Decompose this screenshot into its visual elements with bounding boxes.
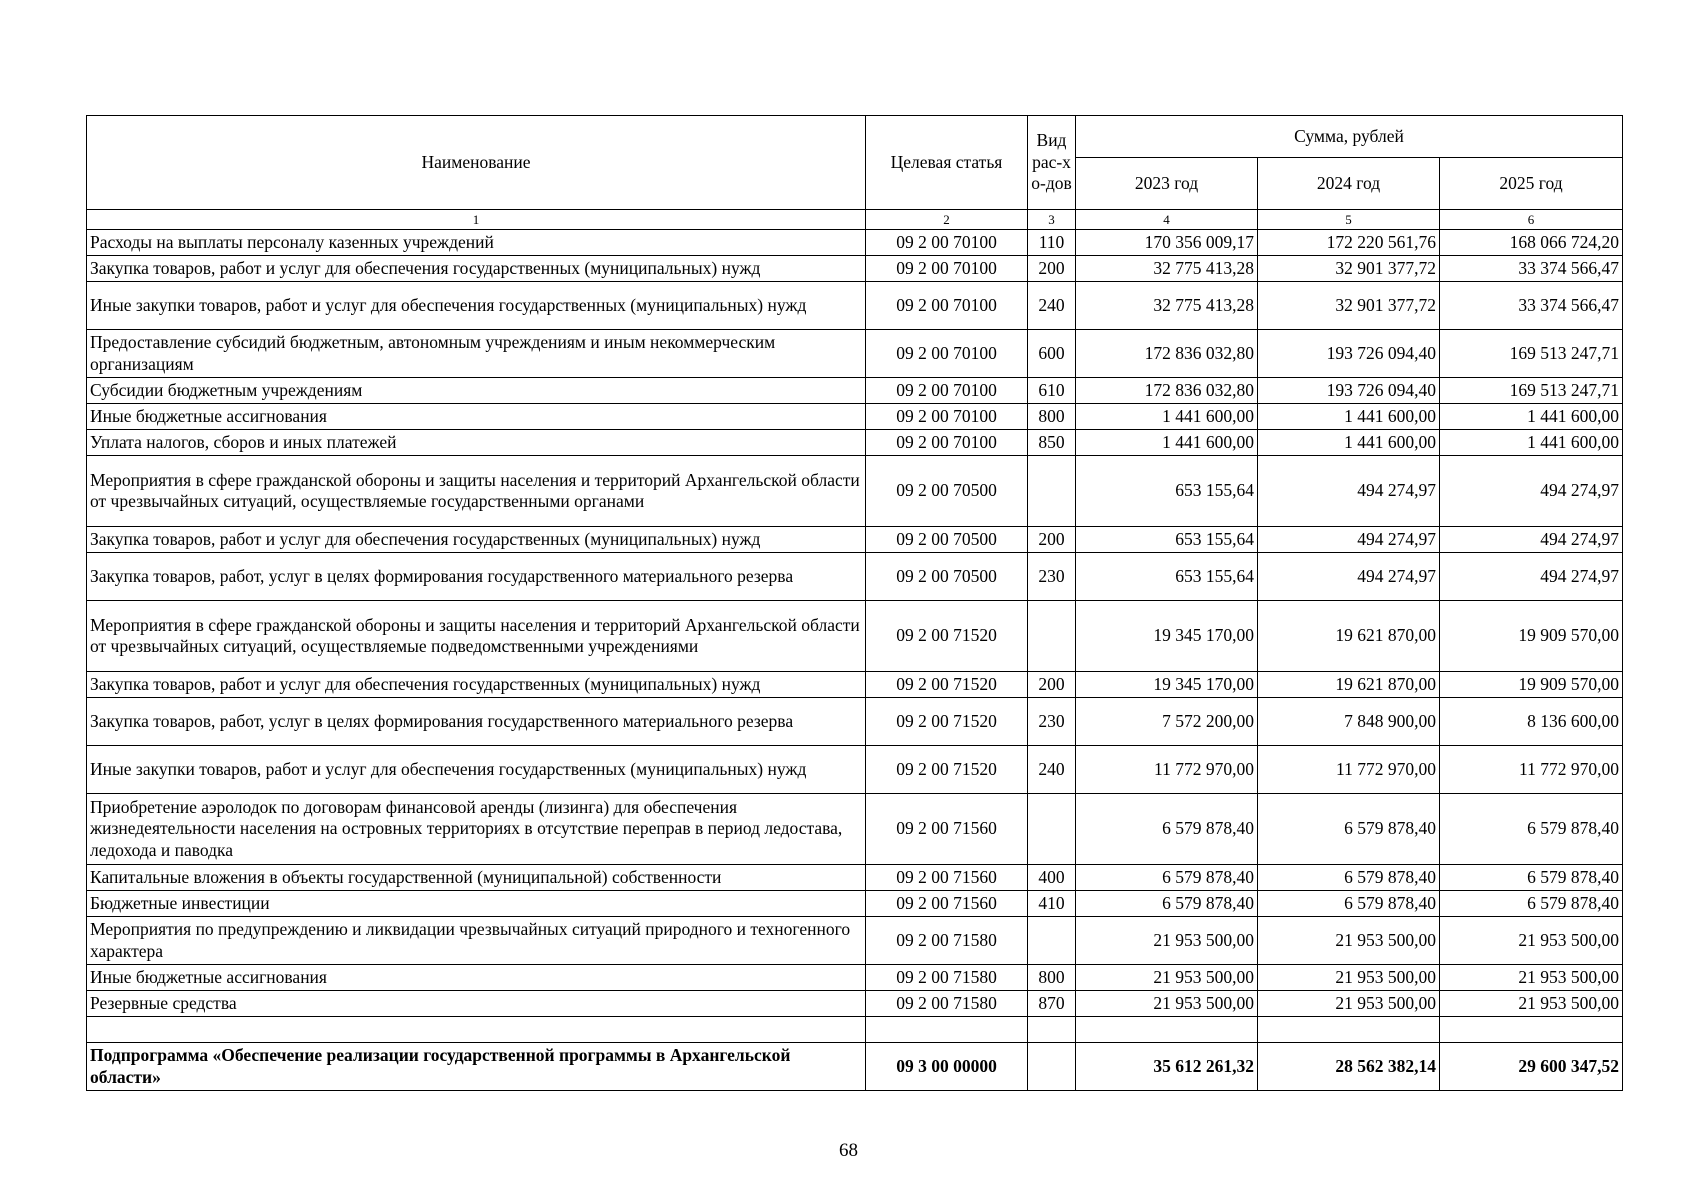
- row-name: Субсидии бюджетным учреждениям: [87, 378, 866, 404]
- row-sum-2024: 1 441 600,00: [1258, 404, 1440, 430]
- row-sum-2024: 21 953 500,00: [1258, 917, 1440, 965]
- row-sum-2025: 494 274,97: [1440, 527, 1623, 553]
- row-sum-2023: 6 579 878,40: [1076, 865, 1258, 891]
- row-sum-2024: 172 220 561,76: [1258, 230, 1440, 256]
- row-sum-2024: 19 621 870,00: [1258, 601, 1440, 672]
- table-row: [87, 230, 1623, 256]
- row-expense-type: [1028, 601, 1076, 672]
- row-sum-2023: 172 836 032,80: [1076, 378, 1258, 404]
- row-name: Резервные средства: [87, 991, 866, 1017]
- row-name: Уплата налогов, сборов и иных платежей: [87, 430, 866, 456]
- row-sum-2025: 29 600 347,52: [1440, 1043, 1623, 1091]
- row-sum-2023: 19 345 170,00: [1076, 601, 1258, 672]
- row-target-article: 09 3 00 00000: [866, 1043, 1028, 1091]
- row-expense-type: 230: [1028, 553, 1076, 601]
- row-target-article: 09 2 00 70100: [866, 404, 1028, 430]
- row-sum-2023: 653 155,64: [1076, 527, 1258, 553]
- row-target-article: 09 2 00 71520: [866, 672, 1028, 698]
- table-row: [87, 430, 1623, 456]
- row-sum-2025: 494 274,97: [1440, 553, 1623, 601]
- row-target-article: 09 2 00 71580: [866, 917, 1028, 965]
- row-expense-type: [1028, 1017, 1076, 1043]
- row-target-article: 09 2 00 71580: [866, 965, 1028, 991]
- row-sum-2025: 169 513 247,71: [1440, 330, 1623, 378]
- row-sum-2023: 6 579 878,40: [1076, 891, 1258, 917]
- row-expense-type: 240: [1028, 282, 1076, 330]
- row-name: Подпрограмма «Обеспечение реализации государственной программы в Архангельской области»: [87, 1043, 866, 1091]
- row-expense-type: 400: [1028, 865, 1076, 891]
- row-name: Капитальные вложения в объекты государственной (муниципальной) собственности: [87, 865, 866, 891]
- row-name: Мероприятия в сфере гражданской обороны и защиты населения и территорий Архангельской области от чрезвычайных ситуаций, осуществляемые государственными органами: [87, 456, 866, 527]
- row-sum-2023: 172 836 032,80: [1076, 330, 1258, 378]
- row-sum-2023: [1076, 1017, 1258, 1043]
- table-row: [87, 404, 1623, 430]
- row-name: Закупка товаров, работ и услуг для обеспечения государственных (муниципальных) нужд: [87, 256, 866, 282]
- row-sum-2023: 21 953 500,00: [1076, 917, 1258, 965]
- row-sum-2025: 6 579 878,40: [1440, 891, 1623, 917]
- table-row: [87, 794, 1623, 865]
- row-sum-2024: 1 441 600,00: [1258, 430, 1440, 456]
- row-sum-2024: 32 901 377,72: [1258, 256, 1440, 282]
- table-row: [87, 282, 1623, 330]
- row-sum-2024: 28 562 382,14: [1258, 1043, 1440, 1091]
- table-header: [87, 116, 1623, 230]
- row-expense-type: 800: [1028, 965, 1076, 991]
- header-name: Наименование: [87, 116, 866, 210]
- row-expense-type: 200: [1028, 256, 1076, 282]
- header-year-2023: 2023 год: [1076, 158, 1258, 210]
- table-row: [87, 378, 1623, 404]
- row-target-article: 09 2 00 71560: [866, 794, 1028, 865]
- table-row: [87, 1017, 1623, 1043]
- table-row: [87, 553, 1623, 601]
- header-sum: Сумма, рублей: [1076, 116, 1623, 158]
- row-sum-2025: 6 579 878,40: [1440, 865, 1623, 891]
- row-sum-2025: 21 953 500,00: [1440, 917, 1623, 965]
- row-expense-type: 200: [1028, 672, 1076, 698]
- table-body: [87, 230, 1623, 1091]
- row-sum-2024: 21 953 500,00: [1258, 991, 1440, 1017]
- row-expense-type: [1028, 917, 1076, 965]
- row-sum-2023: 32 775 413,28: [1076, 256, 1258, 282]
- row-name: Закупка товаров, работ и услуг для обеспечения государственных (муниципальных) нужд: [87, 672, 866, 698]
- row-sum-2024: 494 274,97: [1258, 456, 1440, 527]
- table-row: [87, 917, 1623, 965]
- row-target-article: 09 2 00 70100: [866, 256, 1028, 282]
- column-index: 2: [866, 210, 1028, 230]
- row-expense-type: [1028, 794, 1076, 865]
- table-row: [87, 746, 1623, 794]
- row-sum-2025: 19 909 570,00: [1440, 672, 1623, 698]
- row-expense-type: 110: [1028, 230, 1076, 256]
- header-expense-type: Вид рас-хо-дов: [1028, 116, 1076, 210]
- row-expense-type: 600: [1028, 330, 1076, 378]
- row-sum-2024: 6 579 878,40: [1258, 794, 1440, 865]
- table-row: [87, 256, 1623, 282]
- column-index-row: [87, 210, 1623, 230]
- table-row: [87, 527, 1623, 553]
- row-sum-2023: 35 612 261,32: [1076, 1043, 1258, 1091]
- row-target-article: 09 2 00 71520: [866, 698, 1028, 746]
- row-sum-2024: 6 579 878,40: [1258, 865, 1440, 891]
- row-target-article: 09 2 00 71560: [866, 865, 1028, 891]
- row-sum-2023: 6 579 878,40: [1076, 794, 1258, 865]
- row-name: [87, 1017, 866, 1043]
- row-sum-2024: 494 274,97: [1258, 553, 1440, 601]
- row-name: Закупка товаров, работ, услуг в целях формирования государственного материального резерва: [87, 553, 866, 601]
- row-sum-2024: 11 772 970,00: [1258, 746, 1440, 794]
- header-target-article: Целевая статья: [866, 116, 1028, 210]
- row-sum-2023: 170 356 009,17: [1076, 230, 1258, 256]
- row-sum-2025: 6 579 878,40: [1440, 794, 1623, 865]
- page-number: 68: [839, 1140, 858, 1161]
- table-row: [87, 991, 1623, 1017]
- column-index: 4: [1076, 210, 1258, 230]
- row-target-article: 09 2 00 71580: [866, 991, 1028, 1017]
- row-sum-2023: 19 345 170,00: [1076, 672, 1258, 698]
- row-sum-2024: 32 901 377,72: [1258, 282, 1440, 330]
- row-name: Бюджетные инвестиции: [87, 891, 866, 917]
- table-row: [87, 891, 1623, 917]
- header-year-2025: 2025 год: [1440, 158, 1623, 210]
- table-row: [87, 698, 1623, 746]
- row-sum-2025: 1 441 600,00: [1440, 430, 1623, 456]
- header-year-2024: 2024 год: [1258, 158, 1440, 210]
- column-index: 6: [1440, 210, 1623, 230]
- row-sum-2025: 11 772 970,00: [1440, 746, 1623, 794]
- row-expense-type: [1028, 1043, 1076, 1091]
- row-name: Приобретение аэролодок по договорам финансовой аренды (лизинга) для обеспечения жизнедеятельности населения на островных территориях в отсутствие переправ в период ледостава, ледохода и паводка: [87, 794, 866, 865]
- table-row: [87, 456, 1623, 527]
- row-expense-type: 870: [1028, 991, 1076, 1017]
- row-name: Мероприятия в сфере гражданской обороны и защиты населения и территорий Архангельской области от чрезвычайных ситуаций, осуществляемые подведомственными учреждениями: [87, 601, 866, 672]
- row-expense-type: [1028, 456, 1076, 527]
- row-sum-2023: 11 772 970,00: [1076, 746, 1258, 794]
- row-sum-2024: 21 953 500,00: [1258, 965, 1440, 991]
- table-row: [87, 601, 1623, 672]
- row-name: Закупка товаров, работ, услуг в целях формирования государственного материального резерва: [87, 698, 866, 746]
- column-index: 1: [87, 210, 866, 230]
- row-target-article: 09 2 00 70500: [866, 527, 1028, 553]
- row-target-article: 09 2 00 70500: [866, 456, 1028, 527]
- row-target-article: 09 2 00 70100: [866, 230, 1028, 256]
- row-name: Иные бюджетные ассигнования: [87, 965, 866, 991]
- row-sum-2024: 7 848 900,00: [1258, 698, 1440, 746]
- table-row: [87, 1043, 1623, 1091]
- row-sum-2023: 21 953 500,00: [1076, 991, 1258, 1017]
- row-expense-type: 200: [1028, 527, 1076, 553]
- row-sum-2024: 6 579 878,40: [1258, 891, 1440, 917]
- row-name: Расходы на выплаты персоналу казенных учреждений: [87, 230, 866, 256]
- row-sum-2023: 653 155,64: [1076, 456, 1258, 527]
- row-expense-type: 850: [1028, 430, 1076, 456]
- row-sum-2025: 168 066 724,20: [1440, 230, 1623, 256]
- row-sum-2025: 21 953 500,00: [1440, 991, 1623, 1017]
- row-sum-2024: [1258, 1017, 1440, 1043]
- row-sum-2025: 494 274,97: [1440, 456, 1623, 527]
- row-sum-2025: 169 513 247,71: [1440, 378, 1623, 404]
- table-row: [87, 330, 1623, 378]
- row-expense-type: 230: [1028, 698, 1076, 746]
- row-sum-2025: 33 374 566,47: [1440, 256, 1623, 282]
- row-sum-2025: 1 441 600,00: [1440, 404, 1623, 430]
- row-target-article: 09 2 00 71520: [866, 746, 1028, 794]
- row-expense-type: 800: [1028, 404, 1076, 430]
- row-sum-2024: 193 726 094,40: [1258, 378, 1440, 404]
- row-target-article: 09 2 00 70100: [866, 282, 1028, 330]
- row-sum-2025: 8 136 600,00: [1440, 698, 1623, 746]
- row-sum-2023: 21 953 500,00: [1076, 965, 1258, 991]
- budget-table: [86, 115, 1623, 1091]
- row-sum-2025: 33 374 566,47: [1440, 282, 1623, 330]
- row-name: Мероприятия по предупреждению и ликвидации чрезвычайных ситуаций природного и техногенного характера: [87, 917, 866, 965]
- row-target-article: 09 2 00 70100: [866, 430, 1028, 456]
- table-row: [87, 965, 1623, 991]
- column-index: 5: [1258, 210, 1440, 230]
- row-expense-type: 610: [1028, 378, 1076, 404]
- row-sum-2023: 7 572 200,00: [1076, 698, 1258, 746]
- row-target-article: 09 2 00 71520: [866, 601, 1028, 672]
- table-row: [87, 865, 1623, 891]
- row-expense-type: 240: [1028, 746, 1076, 794]
- row-sum-2024: 19 621 870,00: [1258, 672, 1440, 698]
- row-sum-2023: 32 775 413,28: [1076, 282, 1258, 330]
- row-sum-2023: 1 441 600,00: [1076, 430, 1258, 456]
- row-target-article: 09 2 00 70500: [866, 553, 1028, 601]
- row-target-article: 09 2 00 70100: [866, 378, 1028, 404]
- row-sum-2024: 193 726 094,40: [1258, 330, 1440, 378]
- row-sum-2025: [1440, 1017, 1623, 1043]
- column-index: 3: [1028, 210, 1076, 230]
- table-row: [87, 672, 1623, 698]
- row-target-article: 09 2 00 70100: [866, 330, 1028, 378]
- row-name: Иные закупки товаров, работ и услуг для обеспечения государственных (муниципальных) нужд: [87, 746, 866, 794]
- row-name: Закупка товаров, работ и услуг для обеспечения государственных (муниципальных) нужд: [87, 527, 866, 553]
- row-sum-2025: 21 953 500,00: [1440, 965, 1623, 991]
- row-sum-2023: 653 155,64: [1076, 553, 1258, 601]
- row-sum-2023: 1 441 600,00: [1076, 404, 1258, 430]
- row-name: Иные закупки товаров, работ и услуг для обеспечения государственных (муниципальных) нужд: [87, 282, 866, 330]
- row-sum-2025: 19 909 570,00: [1440, 601, 1623, 672]
- row-name: Иные бюджетные ассигнования: [87, 404, 866, 430]
- row-target-article: 09 2 00 71560: [866, 891, 1028, 917]
- row-expense-type: 410: [1028, 891, 1076, 917]
- row-target-article: [866, 1017, 1028, 1043]
- row-sum-2024: 494 274,97: [1258, 527, 1440, 553]
- row-name: Предоставление субсидий бюджетным, автономным учреждениям и иным некоммерческим организациям: [87, 330, 866, 378]
